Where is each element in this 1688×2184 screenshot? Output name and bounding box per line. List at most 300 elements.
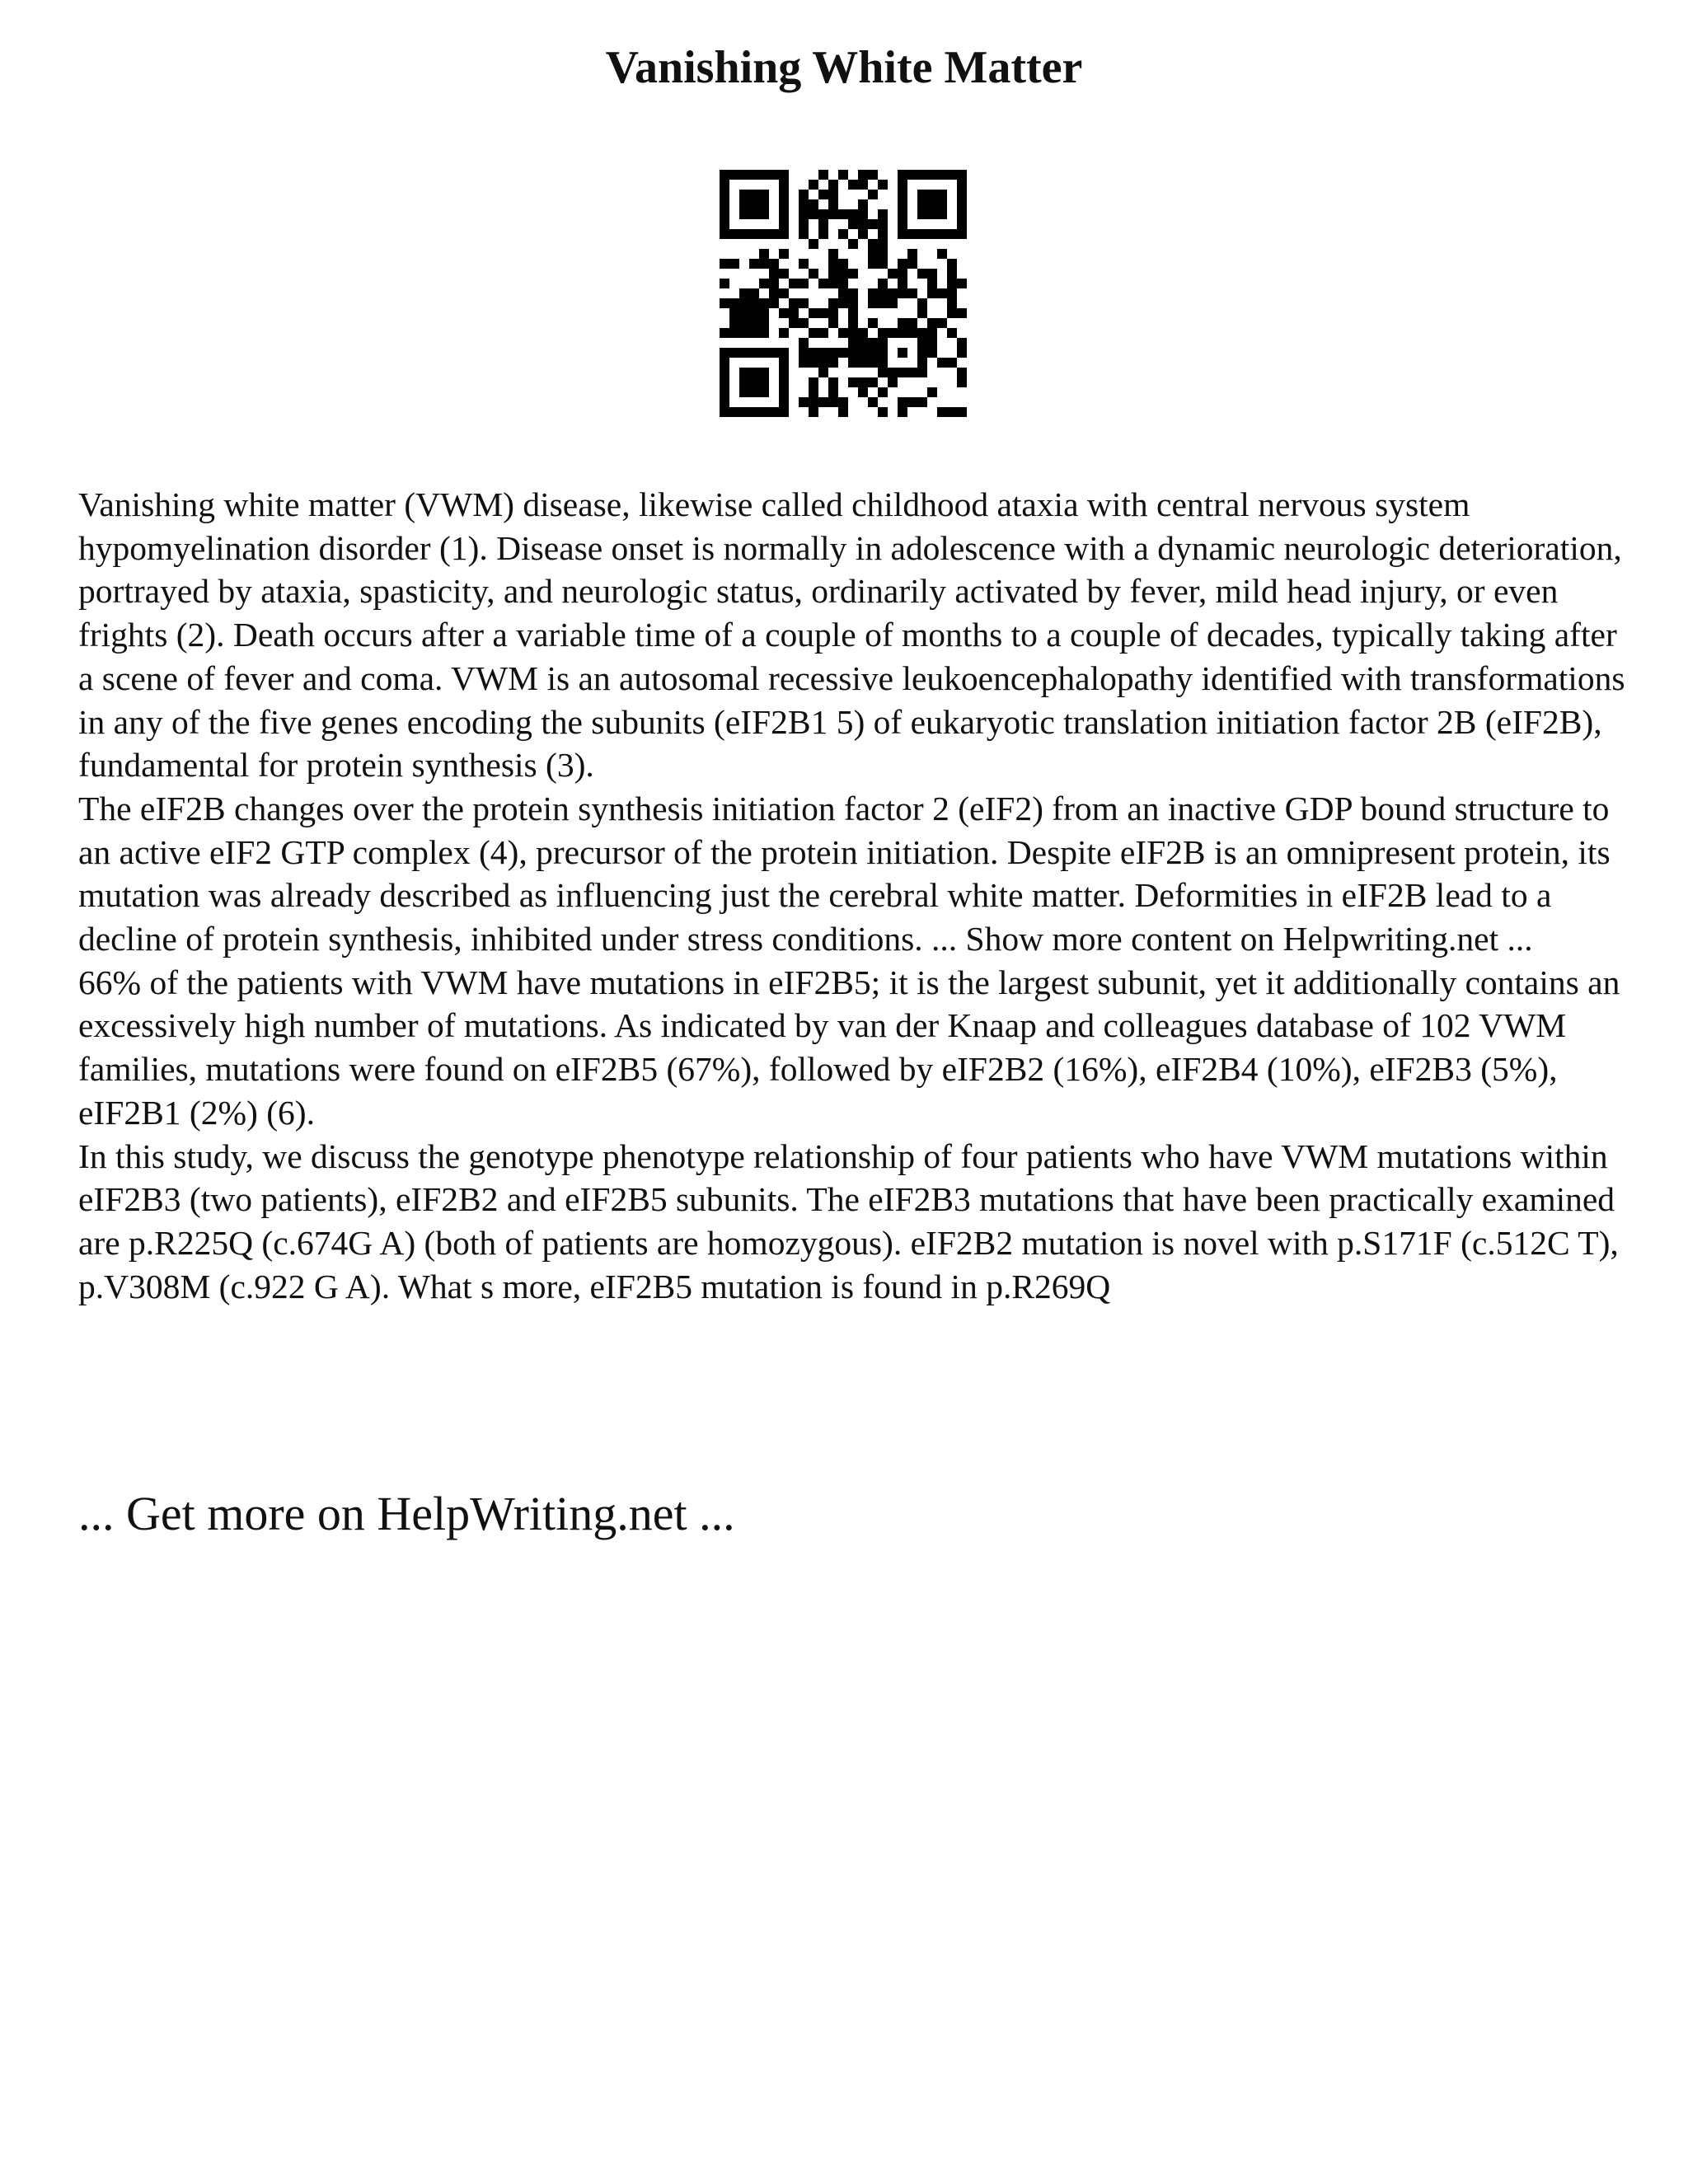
qr-module <box>828 190 838 199</box>
qr-module <box>858 229 868 239</box>
qr-module <box>898 279 907 288</box>
qr-module <box>769 259 779 269</box>
qr-module <box>779 180 789 190</box>
qr-module <box>828 348 838 358</box>
qr-module <box>749 348 759 358</box>
qr-module <box>878 338 888 348</box>
qr-module <box>838 397 848 407</box>
qr-module <box>799 259 809 269</box>
qr-module <box>937 358 947 368</box>
qr-module <box>868 318 878 328</box>
qr-module <box>828 397 838 407</box>
qr-module <box>828 249 838 259</box>
qr-module <box>907 170 917 180</box>
qr-module <box>947 259 957 269</box>
qr-module <box>799 199 809 209</box>
qr-module <box>799 219 809 229</box>
qr-module <box>828 377 838 387</box>
qr-module <box>779 328 789 338</box>
qr-module <box>759 368 769 377</box>
qr-module <box>927 199 937 209</box>
qr-module <box>888 377 898 387</box>
qr-module <box>888 328 898 338</box>
qr-module <box>868 348 878 358</box>
qr-module <box>759 387 769 397</box>
qr-module <box>809 348 818 358</box>
qr-module <box>749 209 759 219</box>
qr-module <box>888 288 898 298</box>
qr-module <box>927 279 937 288</box>
qr-module <box>739 328 749 338</box>
qr-module <box>878 348 888 358</box>
qr-module <box>759 377 769 387</box>
qr-module <box>858 328 868 338</box>
qr-module <box>779 358 789 368</box>
qr-module <box>759 249 769 259</box>
qr-module <box>818 219 828 229</box>
qr-module <box>779 348 789 358</box>
qr-module <box>947 279 957 288</box>
qr-module <box>838 209 848 219</box>
qr-module <box>759 279 769 288</box>
qr-module <box>848 318 858 328</box>
qr-module <box>739 298 749 308</box>
qr-module <box>868 288 878 298</box>
qr-module <box>878 229 888 239</box>
qr-module <box>917 308 927 318</box>
paragraph-study: In this study, we discuss the genotype phenotype relationship of four patients who have VWM mutations within eIF2B3 (two patients), eIF2B2 and eIF2B5 subunits. The eIF2B3 mutations that have been practically examined are p.R225Q (c.674G A) (both of patients are homozygous). eIF2B2 mutation is novel with p.S171F (c.512C T), p.V308M (c.922 G A). What s more, eIF2B5 mutation is found in p.R269Q <box>78 1137 1619 1305</box>
qr-module <box>749 407 759 417</box>
qr-module <box>818 308 828 318</box>
qr-module <box>809 407 818 417</box>
qr-module <box>848 298 858 308</box>
qr-module <box>720 348 729 358</box>
qr-module <box>898 190 907 199</box>
qr-module <box>779 288 789 298</box>
qr-module <box>749 170 759 180</box>
qr-module <box>878 387 888 397</box>
qr-code-image[interactable] <box>720 170 967 417</box>
qr-module <box>828 209 838 219</box>
qr-module <box>848 219 858 229</box>
qr-module <box>759 170 769 180</box>
qr-module <box>848 377 858 387</box>
qr-module <box>947 288 957 298</box>
qr-module <box>917 348 927 358</box>
qr-module <box>898 219 907 229</box>
qr-module <box>917 269 927 279</box>
qr-module <box>720 259 729 269</box>
qr-module <box>799 318 809 328</box>
qr-module <box>739 308 749 318</box>
qr-module <box>828 199 838 209</box>
qr-module <box>720 298 729 308</box>
qr-module <box>739 170 749 180</box>
qr-module <box>878 407 888 417</box>
qr-module <box>878 180 888 190</box>
qr-module <box>907 368 917 377</box>
qr-module <box>917 338 927 348</box>
qr-module <box>749 387 759 397</box>
qr-module <box>749 298 759 308</box>
qr-module <box>917 298 927 308</box>
qr-module <box>937 249 947 259</box>
qr-module <box>927 328 937 338</box>
qr-module <box>907 229 917 239</box>
qr-module <box>858 338 868 348</box>
qr-module <box>937 209 947 219</box>
qr-module <box>917 397 927 407</box>
qr-module <box>868 377 878 387</box>
qr-module <box>759 318 769 328</box>
qr-module <box>809 180 818 190</box>
qr-module <box>858 358 868 368</box>
qr-module <box>917 368 927 377</box>
qr-module <box>848 328 858 338</box>
qr-module <box>838 259 848 269</box>
qr-module <box>927 387 937 397</box>
qr-module <box>739 387 749 397</box>
qr-module <box>818 279 828 288</box>
qr-module <box>868 298 878 308</box>
qr-module <box>720 229 729 239</box>
qr-module <box>838 298 848 308</box>
qr-module <box>799 298 809 308</box>
qr-module <box>720 180 729 190</box>
qr-module <box>828 180 838 190</box>
qr-module <box>878 328 888 338</box>
qr-module <box>809 308 818 318</box>
qr-module <box>739 288 749 298</box>
qr-module <box>818 328 828 338</box>
qr-module <box>838 269 848 279</box>
qr-module <box>947 229 957 239</box>
qr-module <box>749 308 759 318</box>
qr-module <box>888 269 898 279</box>
qr-module <box>720 358 729 368</box>
qr-module <box>947 358 957 368</box>
qr-module <box>898 407 907 417</box>
qr-module <box>759 229 769 239</box>
qr-module <box>729 407 739 417</box>
qr-module <box>858 387 868 397</box>
qr-module <box>868 170 878 180</box>
qr-module <box>729 328 739 338</box>
qr-module <box>888 298 898 308</box>
qr-module <box>947 328 957 338</box>
qr-module <box>838 407 848 417</box>
qr-module <box>838 229 848 239</box>
qr-module <box>848 288 858 298</box>
qr-module <box>828 259 838 269</box>
qr-module <box>947 407 957 417</box>
qr-module <box>799 190 809 199</box>
qr-module <box>957 209 967 219</box>
qr-module <box>759 298 769 308</box>
qr-module <box>848 338 858 348</box>
qr-module <box>779 387 789 397</box>
qr-module <box>729 229 739 239</box>
qr-module <box>720 328 729 338</box>
qr-module <box>907 288 917 298</box>
qr-module <box>878 279 888 288</box>
qr-module <box>917 199 927 209</box>
qr-module <box>878 358 888 368</box>
qr-module <box>957 219 967 229</box>
qr-module <box>739 209 749 219</box>
qr-module <box>957 190 967 199</box>
qr-module <box>809 239 818 249</box>
qr-module <box>729 259 739 269</box>
qr-module <box>947 269 957 279</box>
qr-module <box>927 229 937 239</box>
qr-module <box>739 199 749 209</box>
qr-module <box>729 170 739 180</box>
qr-module <box>720 377 729 387</box>
qr-module <box>927 269 937 279</box>
qr-module <box>957 377 967 387</box>
qr-module <box>759 259 769 269</box>
qr-module <box>729 348 739 358</box>
qr-module <box>720 279 729 288</box>
qr-module <box>907 397 917 407</box>
qr-module <box>779 377 789 387</box>
qr-module <box>927 209 937 219</box>
qr-module <box>720 209 729 219</box>
qr-module <box>898 269 907 279</box>
qr-module <box>809 328 818 338</box>
qr-module <box>937 288 947 298</box>
qr-module <box>799 397 809 407</box>
qr-module <box>848 308 858 318</box>
qr-module <box>898 318 907 328</box>
qr-module <box>917 190 927 199</box>
qr-module <box>749 229 759 239</box>
qr-module <box>818 190 828 199</box>
qr-module <box>720 190 729 199</box>
qr-module <box>749 199 759 209</box>
qr-module <box>878 239 888 249</box>
qr-module <box>868 219 878 229</box>
qr-module <box>818 397 828 407</box>
qr-module <box>907 259 917 269</box>
qr-module <box>779 209 789 219</box>
qr-module <box>957 368 967 377</box>
qr-module <box>779 199 789 209</box>
qr-module <box>749 328 759 338</box>
qr-module <box>818 368 828 377</box>
qr-module <box>828 387 838 397</box>
qr-module <box>848 358 858 368</box>
qr-module <box>917 358 927 368</box>
qr-module <box>838 348 848 358</box>
qr-module <box>858 209 868 219</box>
qr-module <box>809 199 818 209</box>
qr-module <box>848 180 858 190</box>
qr-module <box>898 209 907 219</box>
qr-module <box>858 170 868 180</box>
qr-module <box>720 199 729 209</box>
qr-module <box>769 269 779 279</box>
qr-module <box>868 190 878 199</box>
qr-module <box>907 249 917 259</box>
qr-module <box>749 190 759 199</box>
qr-module <box>779 170 789 180</box>
page-title: Vanishing White Matter <box>605 42 1083 93</box>
qr-module <box>898 397 907 407</box>
qr-module <box>720 387 729 397</box>
qr-module <box>927 288 937 298</box>
qr-module <box>957 279 967 288</box>
qr-module <box>838 288 848 298</box>
qr-module <box>828 269 838 279</box>
qr-module <box>838 170 848 180</box>
qr-module <box>818 170 828 180</box>
qr-module <box>898 229 907 239</box>
qr-module <box>759 190 769 199</box>
qr-module <box>799 279 809 288</box>
qr-module <box>739 377 749 387</box>
qr-module <box>749 377 759 387</box>
qr-module <box>947 170 957 180</box>
qr-module <box>759 407 769 417</box>
qr-module <box>937 407 947 417</box>
qr-module <box>749 259 759 269</box>
qr-module <box>739 229 749 239</box>
qr-module <box>957 229 967 239</box>
qr-module <box>779 219 789 229</box>
qr-module <box>739 407 749 417</box>
qr-module <box>848 239 858 249</box>
qr-module <box>937 199 947 209</box>
qr-module <box>878 219 888 229</box>
qr-module <box>917 170 927 180</box>
article-body <box>78 483 1628 1308</box>
qr-module <box>907 318 917 328</box>
qr-module <box>957 338 967 348</box>
qr-module <box>848 269 858 279</box>
qr-module <box>898 170 907 180</box>
qr-module <box>720 397 729 407</box>
qr-module <box>878 209 888 219</box>
qr-module <box>838 328 848 338</box>
qr-module <box>779 308 789 318</box>
get-more-link[interactable]: ... Get more on HelpWriting.net ... <box>78 1487 735 1540</box>
qr-module <box>937 190 947 199</box>
qr-module <box>927 170 937 180</box>
qr-module <box>957 407 967 417</box>
qr-module <box>729 318 739 328</box>
qr-module <box>720 407 729 417</box>
qr-module <box>720 170 729 180</box>
qr-module <box>799 209 809 219</box>
qr-module <box>957 199 967 209</box>
qr-module <box>739 368 749 377</box>
qr-module <box>779 269 789 279</box>
qr-module <box>789 308 799 318</box>
qr-module <box>937 318 947 328</box>
qr-module <box>878 368 888 377</box>
qr-module <box>749 368 759 377</box>
qr-module <box>868 249 878 259</box>
qr-module <box>927 318 937 328</box>
qr-module <box>799 338 809 348</box>
qr-module <box>888 368 898 377</box>
paragraph-eif2b: The eIF2B changes over the protein synthesis initiation factor 2 (eIF2) from an inactive GDP bound structure to an active eIF2 GTP complex (4), precursor of the protein initiation. Despite eIF2B is an omnipresent protein, its mutation was already described as influencing just the cerebral white matter. Deformities in eIF2B lead to a decline of protein synthesis, inhibited under stress conditions. ... Show more content on Helpwriting.net ... <box>78 789 1611 958</box>
qr-module <box>818 358 828 368</box>
qr-module <box>799 358 809 368</box>
qr-module <box>759 348 769 358</box>
paragraph-statistics: 66% of the patients with VWM have mutations in eIF2B5; it is the largest subunit, yet it additionally contains an excessively high number of mutations. As indicated by van der Knaap and colleagues database of 102 VWM families, mutations were found on eIF2B5 (67%), followed by eIF2B2 (16%), eIF2B4 (10%), eIF2B3 (5%), eIF2B1 (2%) (6). <box>78 963 1620 1132</box>
qr-module <box>868 259 878 269</box>
qr-module <box>769 348 779 358</box>
qr-module <box>878 249 888 259</box>
qr-module <box>809 397 818 407</box>
qr-module <box>878 259 888 269</box>
qr-module <box>898 328 907 338</box>
qr-module <box>828 298 838 308</box>
qr-module <box>828 318 838 328</box>
qr-module <box>868 358 878 368</box>
qr-module <box>759 328 769 338</box>
qr-module <box>769 170 779 180</box>
qr-module <box>759 308 769 318</box>
qr-module <box>927 348 937 358</box>
qr-module <box>749 318 759 328</box>
qr-module <box>868 239 878 249</box>
qr-module <box>749 288 759 298</box>
qr-module <box>779 190 789 199</box>
qr-module <box>868 338 878 348</box>
qr-module <box>729 308 739 318</box>
qr-module <box>809 209 818 219</box>
qr-module <box>927 338 937 348</box>
qr-module <box>779 397 789 407</box>
qr-module <box>739 190 749 199</box>
qr-module <box>769 407 779 417</box>
qr-module <box>779 407 789 417</box>
qr-module <box>848 209 858 219</box>
qr-module <box>898 368 907 377</box>
qr-module <box>848 348 858 358</box>
qr-module <box>769 229 779 239</box>
qr-module <box>858 180 868 190</box>
qr-module <box>759 209 769 219</box>
qr-module <box>957 348 967 358</box>
qr-module <box>818 229 828 239</box>
qr-module <box>947 298 957 308</box>
paragraph-intro: Vanishing white matter (VWM) disease, likewise called childhood ataxia with central nervous system hypomyelination disorder (1). Disease onset is normally in adolescence with a dynamic neurologic deterioration, portrayed by ataxia, spasticity, and neurologic status, ordinarily activated by fever, mild head injury, or even frights (2). Death occurs after a variable time of a couple of months to a couple of decades, typically taking after a scene of fever and coma. VWM is an autosomal recessive leukoencephalopathy identified with transformations in any of the five genes encoding the subunits (eIF2B1 5) of eukaryotic translation initiation factor 2B (eIF2B), fundamental for protein synthesis (3). <box>78 485 1625 785</box>
qr-module <box>818 209 828 219</box>
qr-module <box>898 288 907 298</box>
qr-module <box>858 348 868 358</box>
qr-module <box>739 318 749 328</box>
qr-module <box>898 259 907 269</box>
qr-module <box>878 298 888 308</box>
qr-module <box>878 288 888 298</box>
qr-module <box>957 180 967 190</box>
qr-module <box>799 229 809 239</box>
qr-module <box>739 348 749 358</box>
qr-module <box>898 348 907 358</box>
qr-module <box>858 377 868 387</box>
qr-module <box>809 387 818 397</box>
qr-module <box>828 358 838 368</box>
qr-module <box>828 308 838 318</box>
qr-module <box>898 180 907 190</box>
qr-module <box>858 199 868 209</box>
qr-module <box>769 298 779 308</box>
